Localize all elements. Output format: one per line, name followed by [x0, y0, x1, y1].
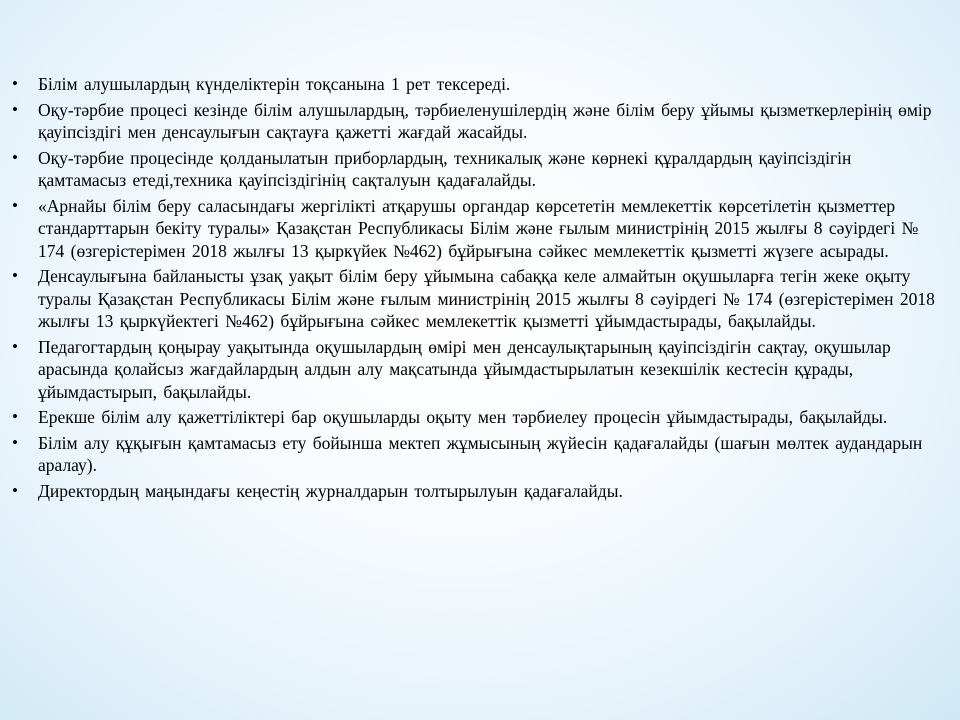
bullet-item-7	[8, 406, 943, 429]
bullet-item-3	[8, 147, 943, 192]
bullet-text: Ерекше білім алу қажеттіліктері бар оқушыларды оқыту мен тәрбиелеу процесін ұйымдастырады, бақылайды.	[38, 407, 888, 427]
bullet-text: Оқу-тәрбие процесінде қолданылатын приборлардың, техникалық және көрнекі құралдардың қауіпсіздігін қамтамасыз етеді,техника қауіпсіздігінің сақталуын қадағалайды.	[38, 147, 852, 190]
bullet-icon: •	[12, 432, 18, 452]
bullet-text: Білім алу құқығын қамтамасыз ету бойынша мектеп жұмысының жүйесін қадағалайды (шағын мөлтек аудандарын аралау).	[38, 432, 923, 475]
bullet-item-5	[8, 265, 943, 333]
bullet-icon: •	[12, 480, 18, 500]
bullet-text: Оқу-тәрбие процесі кезінде білім алушылардың, тәрбиеленушілердің және білім беру ұйымы қызметкерлерінің өмір қауіпсіздігі мен денсаулығын сақтауға қажетті жағдай жасайды.	[38, 99, 932, 142]
bullet-item-2	[8, 99, 943, 144]
bullet-item-1	[8, 73, 943, 96]
bullet-icon: •	[12, 407, 18, 426]
bullet-icon: •	[12, 99, 18, 119]
bullet-list	[8, 73, 943, 505]
bullet-icon: •	[12, 74, 18, 93]
bullet-item-6	[8, 336, 943, 404]
bullet-icon: •	[12, 147, 18, 167]
bullet-text: «Арнайы білім беру саласындағы жергілікті атқарушы органдар көрсететін мемлекеттік көрсетілетін қызметтер стандарттарын бекіту туралы» Қазақстан Республикасы Білім және ғылым министрінің 2015 жылғы 8 сәуірдегі № 174 (өзгерістерімен 2018 жылғы 13 қыркүйек №462) бұйрығына сәйкес мемлекеттік қызметті жүзеге асырады.	[38, 195, 919, 261]
bullet-icon: •	[12, 336, 18, 356]
bullet-item-9	[8, 480, 943, 503]
bullet-icon: •	[12, 266, 18, 285]
bullet-text: Білім алушылардың күнделіктерін тоқсанына 1 рет тексереді.	[38, 74, 511, 94]
bullet-text: Денсаулығына байланысты ұзақ уақыт білім беру ұйымына сабаққа келе алмайтын оқушыларға тегін жеке оқыту туралы Қазақстан Республикасы Білім және ғылым министрінің 2015 жылғы 8 сәуірдегі № 174 (өзгерістерімен 2018 жылғы 13 қыркүйектегі №462) бұйрығына сәйкес мемлекеттік қызметті ұйымдастырады, бақылайды.	[38, 266, 935, 331]
bullet-item-8	[8, 432, 943, 477]
bullet-icon: •	[12, 195, 18, 215]
bullet-text: Директордың маңындағы кеңестің журналдарын толтырылуын қадағалайды.	[38, 480, 623, 501]
bullet-item-4	[8, 195, 943, 263]
bullet-text: Педагогтардың қоңырау уақытында оқушылардың өмірі мен денсаулықтарының қауіпсіздігін сақтау, оқушылар арасында қолайсыз жағдайлардың алдын алу мақсатында ұйымдастырылатын кезекшілік кестесін құрады, ұйымдастырып, бақылайды.	[38, 336, 891, 402]
